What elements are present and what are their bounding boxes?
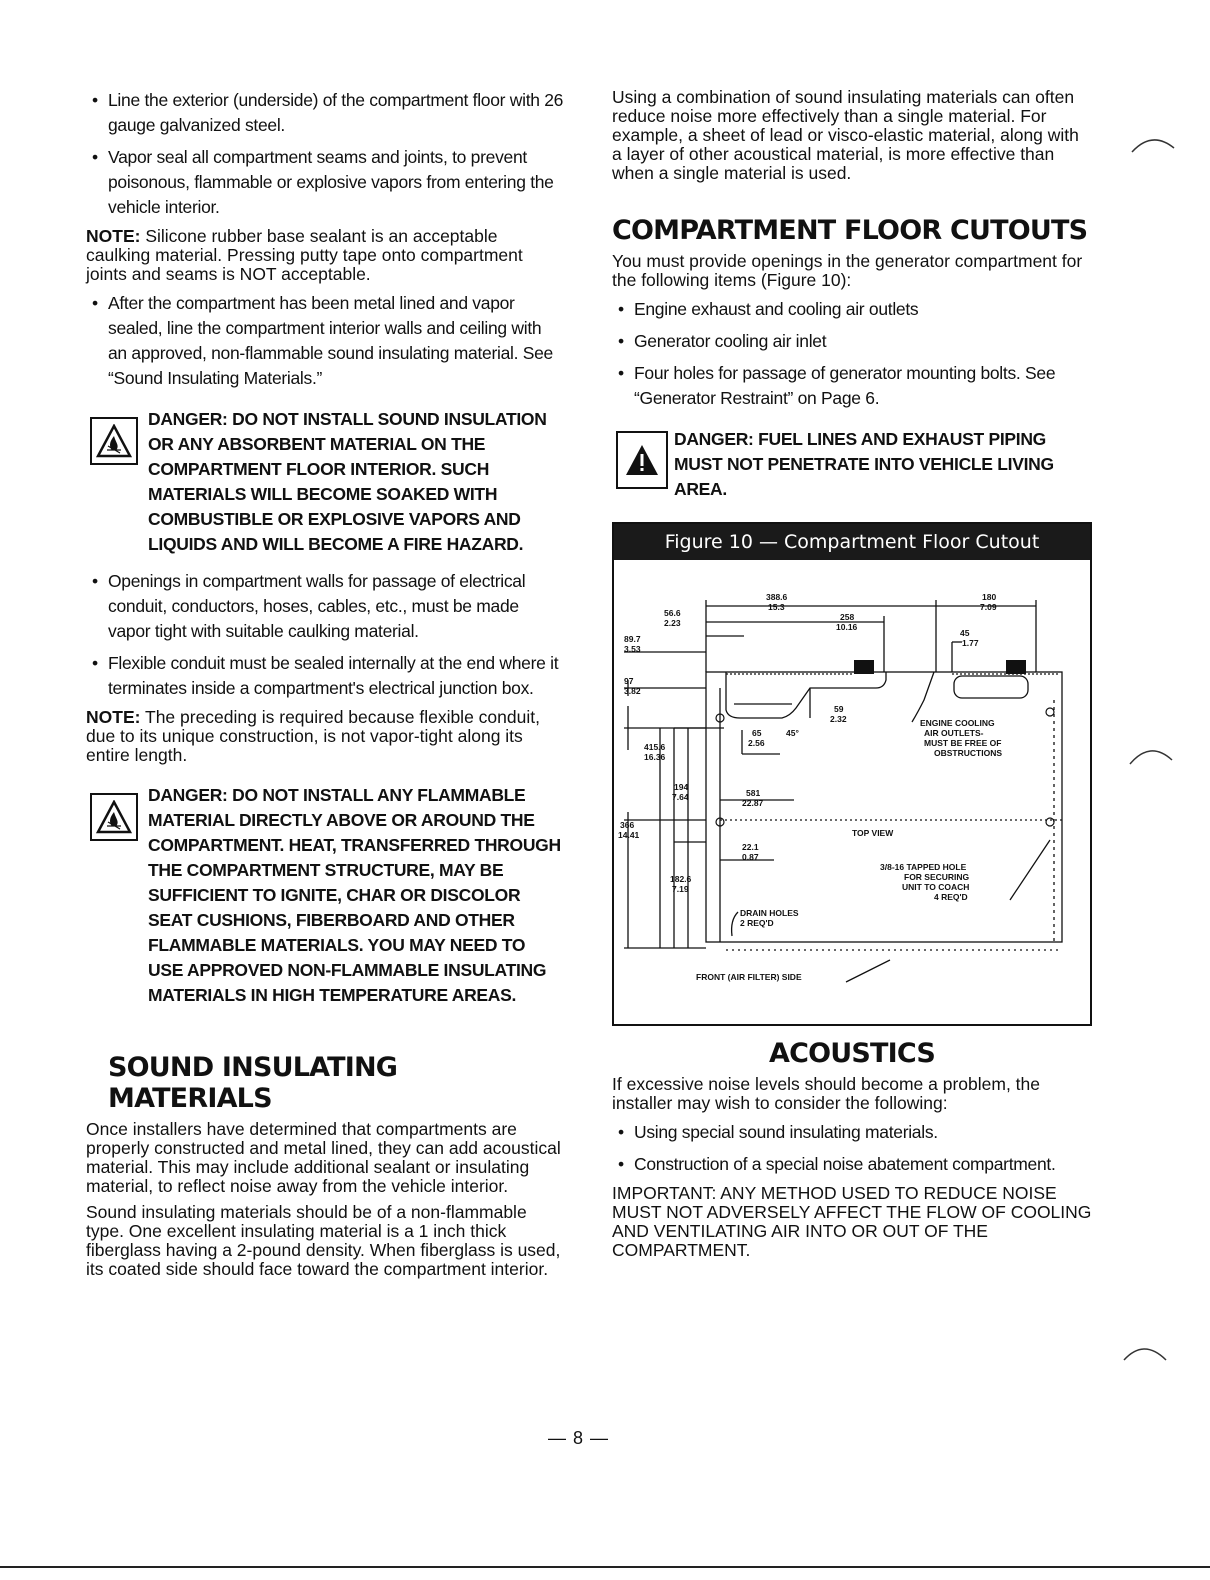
note-paragraph	[86, 227, 564, 284]
danger-text: DANGER: FUEL LINES AND EXHAUST PIPING MUST NOT PENETRATE INTO VEHICLE LIVING AREA.	[674, 429, 1054, 499]
list-item: • After the compartment has been metal lined and vapor sealed, line the compartment interior walls and ceiling with an approved, non-flammable sound insulating material. See “Sound Insulating Materials.”	[86, 291, 564, 391]
note-paragraph	[86, 708, 564, 765]
warning-triangle-icon	[616, 431, 668, 489]
list-item: • Engine exhaust and cooling air outlets	[612, 297, 1092, 322]
note-label: ENGINE COOLING	[920, 718, 995, 728]
dim-label: 2.56	[748, 738, 765, 748]
note-label: DRAIN HOLES	[740, 908, 799, 918]
note-text: The preceding is required because flexible conduit, due to its unique construction, is not vapor-tight along its entire length.	[86, 707, 540, 765]
dim-label: 194	[674, 782, 689, 792]
dim-label: 581	[746, 788, 761, 798]
dim-label: 22.1	[742, 842, 759, 852]
paragraph: You must provide openings in the generator compartment for the following items (Figure 10):	[612, 251, 1083, 290]
note-label: MUST BE FREE OF	[924, 738, 1002, 748]
paragraph: Using a combination of sound insulating materials can often reduce noise more effectively than a single material. For example, a sheet of lead or visco-elastic material, along with a layer of other acoustical material, is more effective than when a single material is used.	[612, 87, 1079, 183]
dim-label: 258	[840, 612, 855, 622]
page-number: — 8 —	[548, 1428, 610, 1448]
note-label: 2 REQ'D	[740, 918, 774, 928]
dim-label: 7.09	[980, 602, 997, 612]
dim-label: 1.77	[962, 638, 979, 648]
section-heading: ACOUSTICS	[768, 1038, 936, 1069]
dim-label: 97	[624, 676, 634, 686]
dim-label: 56.6	[664, 608, 681, 618]
note-label: AIR OUTLETS-	[924, 728, 984, 738]
dim-label: 16.36	[644, 752, 666, 762]
dim-label: 3.53	[624, 644, 641, 654]
note-label: 3/8-16 TAPPED HOLE	[880, 862, 967, 872]
warning-fire-icon	[90, 793, 138, 841]
dim-label: 15.3	[768, 602, 785, 612]
dim-label: 45°	[786, 728, 799, 738]
note-label: 4 REQ'D	[934, 892, 968, 902]
danger-notice	[86, 407, 564, 557]
dim-label: 415.6	[644, 742, 666, 752]
note-label: UNIT TO COACH	[902, 882, 970, 892]
dim-label: 7.19	[672, 884, 689, 894]
dim-label: 7.64	[672, 792, 689, 802]
important-notice: IMPORTANT: ANY METHOD USED TO REDUCE NOISE MUST NOT ADVERSELY AFFECT THE FLOW OF COOLING AND VENTILATING AIR INTO OR OUT OF THE COMPARTMENT.	[612, 1183, 1092, 1260]
dim-label: 65	[752, 728, 762, 738]
danger-text: DANGER: DO NOT INSTALL ANY FLAMMABLE MATERIAL DIRECTLY ABOVE OR AROUND THE COMPARTMENT. HEAT, TRANSFERRED THROUGH THE COMPARTMENT STRUCTURE, MAY BE SUFFICIENT TO IGNITE, CHAR OR DISCOLOR SEAT CUSHIONS, FIBERBOARD AND OTHER FLAMMABLE MATERIALS. YOU MAY NEED TO USE APPROVED NON-FLAMMABLE INSULATING MATERIALS IN HIGH TEMPERATURE AREAS.	[148, 785, 561, 1005]
dim-label: 2.32	[830, 714, 847, 724]
list-item: • Line the exterior (underside) of the compartment floor with 26 gauge galvanized steel.	[86, 88, 564, 138]
danger-notice	[86, 783, 564, 1008]
left-column	[86, 88, 564, 1286]
note-text: Silicone rubber base sealant is an acceptable caulking material. Pressing putty tape onto compartment joints and seams is NOT acceptable.	[86, 226, 523, 284]
list-item: • Openings in compartment walls for passage of electrical conduit, conductors, hoses, cables, etc., must be made vapor tight with suitable caulking material.	[86, 569, 564, 644]
dim-label: 22.87	[742, 798, 764, 808]
bottom-rule	[0, 1566, 1210, 1568]
note-label: NOTE:	[86, 707, 141, 727]
dim-label: 10.16	[836, 622, 858, 632]
note-label: NOTE:	[86, 226, 141, 246]
list-item: • Flexible conduit must be sealed internally at the end where it terminates inside a compartment's electrical junction box.	[86, 651, 564, 701]
danger-notice	[612, 427, 1092, 502]
dim-label: 14.41	[618, 830, 640, 840]
warning-fire-icon	[90, 417, 138, 465]
dim-label: 3.82	[624, 686, 641, 696]
note-label: FOR SECURING	[904, 872, 970, 882]
list-item: • Construction of a special noise abatement compartment.	[612, 1152, 1092, 1177]
floor-cutout-diagram	[614, 560, 1070, 1020]
dim-label: 180	[982, 592, 997, 602]
section-heading: SOUND INSULATING MATERIALS	[108, 1052, 398, 1114]
figure-title: Figure 10 — Compartment Floor Cutout	[614, 524, 1090, 560]
dim-label: 2.23	[664, 618, 681, 628]
right-column	[612, 88, 1092, 1278]
binder-hole-arc	[1130, 130, 1180, 170]
binder-hole-arc	[1122, 1338, 1172, 1378]
dim-label: 182.6	[670, 874, 692, 884]
dim-label: 0.87	[742, 852, 759, 862]
paragraph: If excessive noise levels should become a problem, the installer may wish to consider the following:	[612, 1074, 1041, 1113]
dim-label: 89.7	[624, 634, 641, 644]
dim-label: 366	[620, 820, 635, 830]
dim-label: 388.6	[766, 592, 788, 602]
note-label: OBSTRUCTIONS	[934, 748, 1002, 758]
dim-label: 45	[960, 628, 970, 638]
list-item: • Vapor seal all compartment seams and joints, to prevent poisonous, flammable or explosive vapors from entering the vehicle interior.	[86, 145, 564, 220]
list-item: • Using special sound insulating materials.	[612, 1120, 1092, 1145]
list-item: • Four holes for passage of generator mounting bolts. See “Generator Restraint” on Page 6.	[612, 361, 1092, 411]
view-label: TOP VIEW	[852, 828, 894, 838]
paragraph: Once installers have determined that compartments are properly constructed and metal lined, they can add acoustical material. This may include additional sealant or insulating material, to reflect noise away from the vehicle interior.	[86, 1119, 561, 1196]
danger-text: DANGER: DO NOT INSTALL SOUND INSULATION OR ANY ABSORBENT MATERIAL ON THE COMPARTMENT FLOOR INTERIOR. SUCH MATERIALS WILL BECOME SOAKED WITH COMBUSTIBLE OR EXPLOSIVE VAPORS AND LIQUIDS AND WILL BECOME A FIRE HAZARD.	[148, 409, 547, 554]
note-label: FRONT (AIR FILTER) SIDE	[696, 972, 802, 982]
binder-hole-arc	[1128, 740, 1178, 780]
figure-10	[612, 522, 1092, 1026]
section-heading: COMPARTMENT FLOOR CUTOUTS	[612, 215, 1088, 246]
dim-label: 59	[834, 704, 844, 714]
paragraph: Sound insulating materials should be of a non-flammable type. One excellent insulating material is a 1 inch thick fiberglass having a 2-pound density. When fiberglass is used, its coated side should face toward the compartment interior.	[86, 1202, 561, 1279]
list-item: • Generator cooling air inlet	[612, 329, 1092, 354]
